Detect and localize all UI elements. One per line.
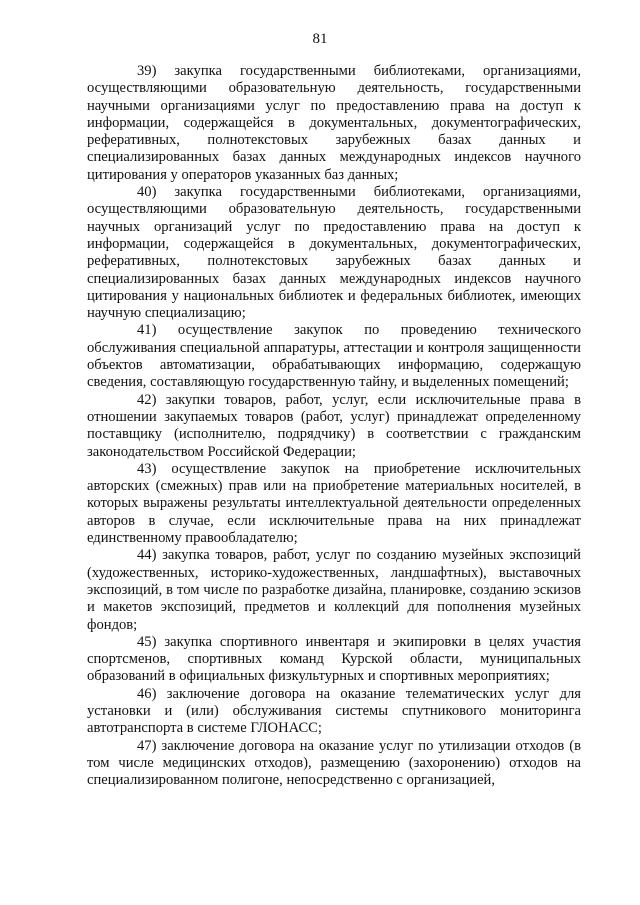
- list-item-43: 43) осуществление закупок на приобретение исключительных авторских (смежных) прав или на приобретение материальных носителей, в которых выражены результаты интеллектуальной деятельности определенных авторов в случае, если исключительные права на них принадлежат единственному правообладателю;: [87, 460, 581, 547]
- list-item-45: 45) закупка спортивного инвентаря и экипировки в целях участия спортсменов, спортивных команд Курской области, муниципальных образований в официальных физкультурных и спортивных мероприятиях;: [87, 633, 581, 685]
- list-item-44: 44) закупка товаров, работ, услуг по созданию музейных экспозиций (художественных, историко-художественных, ландшафтных), выставочных экспозиций, в том числе по разработке дизайна, планировке, созданию эскизов и макетов экспозиций, предметов и коллекций для пополнения музейных фондов;: [87, 547, 581, 633]
- list-item-47: 47) заключение договора на оказание услуг по утилизации отходов (в том числе медицинских отходов), размещению (захоронению) отходов на специализированном полигоне, непосредственно с организацией,: [87, 737, 581, 789]
- list-item-39: 39) закупка государственными библиотеками, организациями, осуществляющими образовательную деятельность, государственными научными организациями услуг по предоставлению права на доступ к информации, содержащейся в документальных, документографических, реферативных, полнотекстовых зарубежных базах данных и специализированных базах данных международных индексов научного цитирования у операторов указанных баз данных;: [87, 63, 581, 183]
- page-number: 81: [312, 31, 328, 47]
- list-item-42: 42) закупки товаров, работ, услуг, если исключительные права в отношении закупаемых товаров (работ, услуг) принадлежат определенному поставщику (исполнителю, подрядчику) в соответствии с гражданским законодательством Российской Федерации;: [87, 391, 581, 460]
- list-item-40: 40) закупка государственными библиотеками, организациями, осуществляющими образовательную деятельность, государственными научных организаций услуг по предоставлению права на доступ к информации, содержащейся в документальных, документографических, реферативных, полнотекстовых зарубежных базах данных и специализированных базах данных международных индексов научного цитирования у национальных библиотек и федеральных библиотек, имеющих научную специализацию;: [87, 184, 581, 322]
- list-item-41: 41) осуществление закупок по проведению технического обслуживания специальной аппаратуры, аттестации и контроля защищенности объектов автоматизации, обрабатывающих информацию, содержащую сведения, составляющую государственную тайну, и выделенных помещений;: [87, 322, 581, 391]
- document-body: [87, 63, 581, 789]
- list-item-46: 46) заключение договора на оказание телематических услуг для установки и (или) обслуживания системы спутникового мониторинга автотранспорта в системе ГЛОНАСС;: [87, 685, 581, 737]
